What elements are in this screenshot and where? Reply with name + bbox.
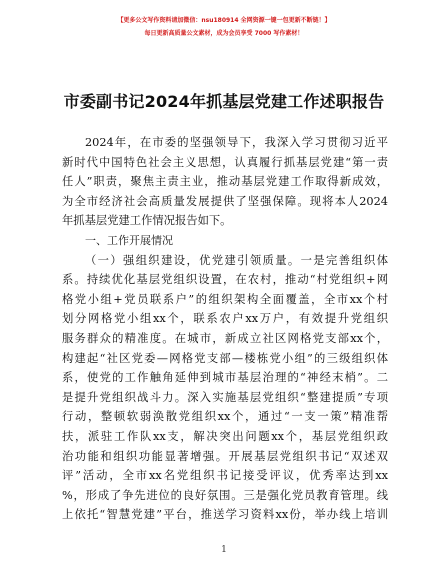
paragraph-line: 任人”职责，聚焦主责主业，推动基层党建工作取得新成效， (62, 175, 388, 189)
paragraph-line: 2024年，在市委的坚强领导下，我深入学习贯彻习近平 (85, 136, 388, 149)
paragraph-line: （一）强组织建设，优党建引领质量。一是完善组织体 (85, 253, 388, 267)
paragraph-line: 年抓基层党建工作情况报告如下。 (62, 214, 232, 228)
document-body (62, 133, 388, 525)
paragraph-line: 上依托“智慧党建”平台，推送学习资料xx份，举办线上培训 (62, 508, 388, 522)
paragraph-line: 系，使党的工作触角延伸到城市基层治理的“神经末梢”。二 (62, 371, 388, 385)
paragraph-line: 构建起“社区党委—网格党支部—楼栋党小组”的三级组织体 (62, 351, 388, 365)
section-heading: 一、工作开展情况 (85, 233, 173, 247)
paragraph-line: 是提升党组织战斗力。深入实施基层党组织“整建提质”专项 (62, 390, 388, 404)
document-title: 市委副书记2024年抓基层党建工作述职报告 (63, 92, 385, 111)
paragraph-line: %，形成了争先进位的良好氛围。三是强化党员教育管理。线 (62, 488, 388, 502)
paragraph-line: 划分网格党小组xx个，联系农户xx万户，有效提升党组织 (62, 312, 388, 326)
paragraph-line: 系。持续优化基层党组织设置，在农村，推动“村党组织+网 (62, 273, 388, 287)
paragraph-line: 为全市经济社会高质量发展提供了坚强保障。现将本人2024 (62, 194, 388, 208)
paragraph-line: 行动，整顿软弱涣散党组织xx个，通过“一支一策”精准帮 (62, 410, 388, 424)
promo-banner (0, 14, 448, 40)
paragraph-line: 服务群众的精准度。在城市，新成立社区网格党支部xx个， (62, 331, 388, 345)
paragraph-line: 治功能和组织功能显著增强。开展基层党组织书记“双述双 (62, 449, 388, 463)
paragraph-line: 新时代中国特色社会主义思想，认真履行抓基层党建“第一责 (62, 155, 388, 169)
promo-banner-line-2: 每日更新高质量公文素材，成为会员享受 7000 写作素材！ (144, 30, 304, 37)
paragraph-line: 扶，派驻工作队xx支，解决突出问题xx个，基层党组织政 (62, 429, 388, 443)
page-number: 1 (221, 545, 227, 555)
promo-banner-line-1: 【更多公文写作资料请加微信：nsu180914 全网资源一键一包更新不断链！】 (117, 17, 331, 24)
paragraph-line: 评”活动，全市xx名党组织书记接受评议，优秀率达到xx (62, 469, 388, 483)
paragraph-line: 格党小组+党员联系户”的组织架构全面覆盖，全市xx个村 (62, 292, 388, 306)
